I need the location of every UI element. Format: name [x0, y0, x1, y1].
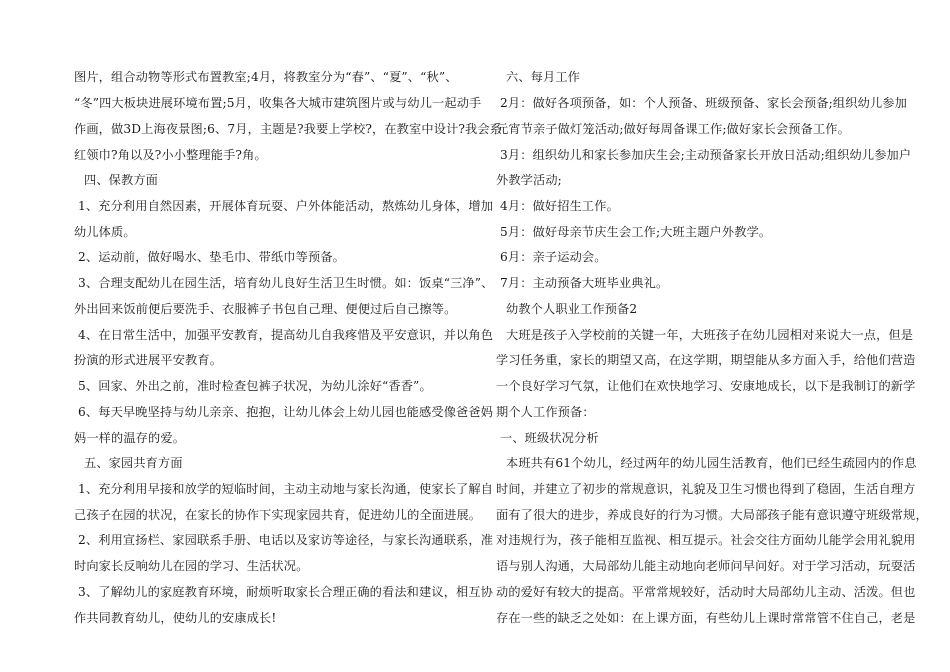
paragraph-line: 2、运动前，做好喝水、垫毛巾、带纸巾等预备。: [78, 250, 345, 264]
paragraph-line: 元宵节亲子做灯笼活动;做好每周备课工作;做好家长会预备工作。: [496, 122, 850, 136]
paragraph-line: 图片，组合动物等形式布置教室;4月，将教室分为“春”、“夏”、“秋”、: [74, 70, 458, 84]
paragraph-line: 外教学活动;: [496, 173, 562, 187]
paragraph-line: 5月：做好母亲节庆生会工作;大班主题户外教学。: [500, 225, 772, 239]
paragraph-line: 4月：做好招生工作。: [500, 199, 619, 213]
paragraph-line: 4、在日常生活中，加强平安教育，提高幼儿自我疼惜及平安意识，并以角色: [78, 328, 494, 342]
paragraph-line: 3、合理支配幼儿在园生活，培育幼儿良好生活卫生时惯。如：饭桌“三净”、: [78, 276, 494, 290]
paragraph-line: 期个人工作预备：: [496, 405, 595, 419]
paragraph-line: 作共同教育幼儿，使幼儿的安康成长!: [74, 611, 277, 625]
paragraph-line: 6、每天早晚坚持与幼儿亲亲、抱抱，让幼儿体会上幼儿园也能感受像爸爸妈: [78, 405, 494, 419]
paragraph-line: 本班共有61个幼儿，经过两年的幼儿园生活教育，他们已经生疏园内的作息: [506, 456, 917, 470]
paragraph-line: 时间，并建立了初步的常规意识，礼貌及卫生习惯也得到了稳固，生活自理方: [496, 482, 916, 496]
paragraph-line: “冬”四大板块进展环境布置;5月，收集各大城市建筑图片或与幼儿一起动手: [74, 96, 482, 110]
paragraph-line: 学习任务重，家长的期望又高，在这学期，期望能从多方面入手，给他们营造: [496, 353, 916, 367]
section-heading: 五、家园共育方面: [84, 456, 183, 470]
paragraph-line: 对违规行为，孩子能相互监视、相互提示。社会交往方面幼儿能学会用礼貌用: [496, 533, 916, 547]
paragraph-line: 时向家长反响幼儿在园的学习、生活状况。: [74, 559, 309, 573]
paragraph-line: 6月：亲子运动会。: [500, 250, 607, 264]
paragraph-line: 1、充分利用早接和放学的短临时间，主动主动地与家长沟通，使家长了解自: [78, 482, 494, 496]
paragraph-line: 5、回家、外出之前，准时检查包裤子状况，为幼儿涂好“香香”。: [78, 379, 432, 393]
paragraph-line: 红领巾?角以及?小小整理能手?角。: [74, 148, 267, 162]
paragraph-line: 己孩子在园的状况，在家长的协作下实现家园共育，促进幼儿的全面进展。: [74, 508, 482, 522]
paragraph-line: 7月：主动预备大班毕业典礼。: [500, 276, 669, 290]
paragraph-line: 语与别人沟通，大局部幼儿能主动地向老师问早问好。对于学习活动，玩耍活: [496, 559, 916, 573]
paragraph-line: 3月：组织幼儿和家长参加庆生会;主动预备家长开放日活动;组织幼儿参加户: [500, 148, 912, 162]
document-subtitle: 幼教个人职业工作预备2: [506, 302, 638, 316]
paragraph-line: 2、利用宣扬栏、家园联系手册、电话以及家访等途径，与家长沟通联系，准: [78, 533, 494, 547]
section-heading: 四、保教方面: [84, 173, 159, 187]
paragraph-line: 动的爱好有较大的提高。平常常规较好，活动时大局部幼儿主动、活泼。但也: [496, 585, 916, 599]
paragraph-line: 存在一些的缺乏之处如：在上课方面，有些幼儿上课时常常管不住自己，老是: [496, 611, 916, 625]
paragraph-line: 大班是孩子入学校前的关键一年，大班孩子在幼儿园相对来说大一点，但是: [506, 328, 914, 342]
paragraph-line: 妈一样的温存的爱。: [74, 431, 186, 445]
section-heading: 一、班级状况分析: [500, 431, 599, 445]
paragraph-line: 扮演的形式进展平安教育。: [74, 353, 223, 367]
paragraph-line: 幼儿体质。: [74, 225, 136, 239]
section-heading: 六、每月工作: [506, 70, 581, 84]
paragraph-line: 一个良好学习气氛，让他们在欢快地学习、安康地成长，以下是我制订的新学: [496, 379, 916, 393]
paragraph-line: 外出回来饭前便后要洗手、衣服裤子书包自己理、便便过后自己擦等。: [74, 302, 457, 316]
paragraph-line: 作画，做3D上海夜景图;6、7月，主题是?我要上学校?，在教室中设计?我会系: [74, 122, 503, 136]
paragraph-line: 2月：做好各项预备，如：个人预备、班级预备、家长会预备;组织幼儿参加: [500, 96, 907, 110]
paragraph-line: 3、了解幼儿的家庭教育环境，耐烦听取家长合理正确的看法和建议，相互协: [78, 585, 494, 599]
paragraph-line: 面有了很大的进步，养成良好的行为习惯。大局部孩子能有意识遵守班级常规，: [496, 508, 928, 522]
paragraph-line: 1、充分利用自然因素，开展体育玩耍、户外体能活动，熬炼幼儿身体，增加: [78, 199, 494, 213]
